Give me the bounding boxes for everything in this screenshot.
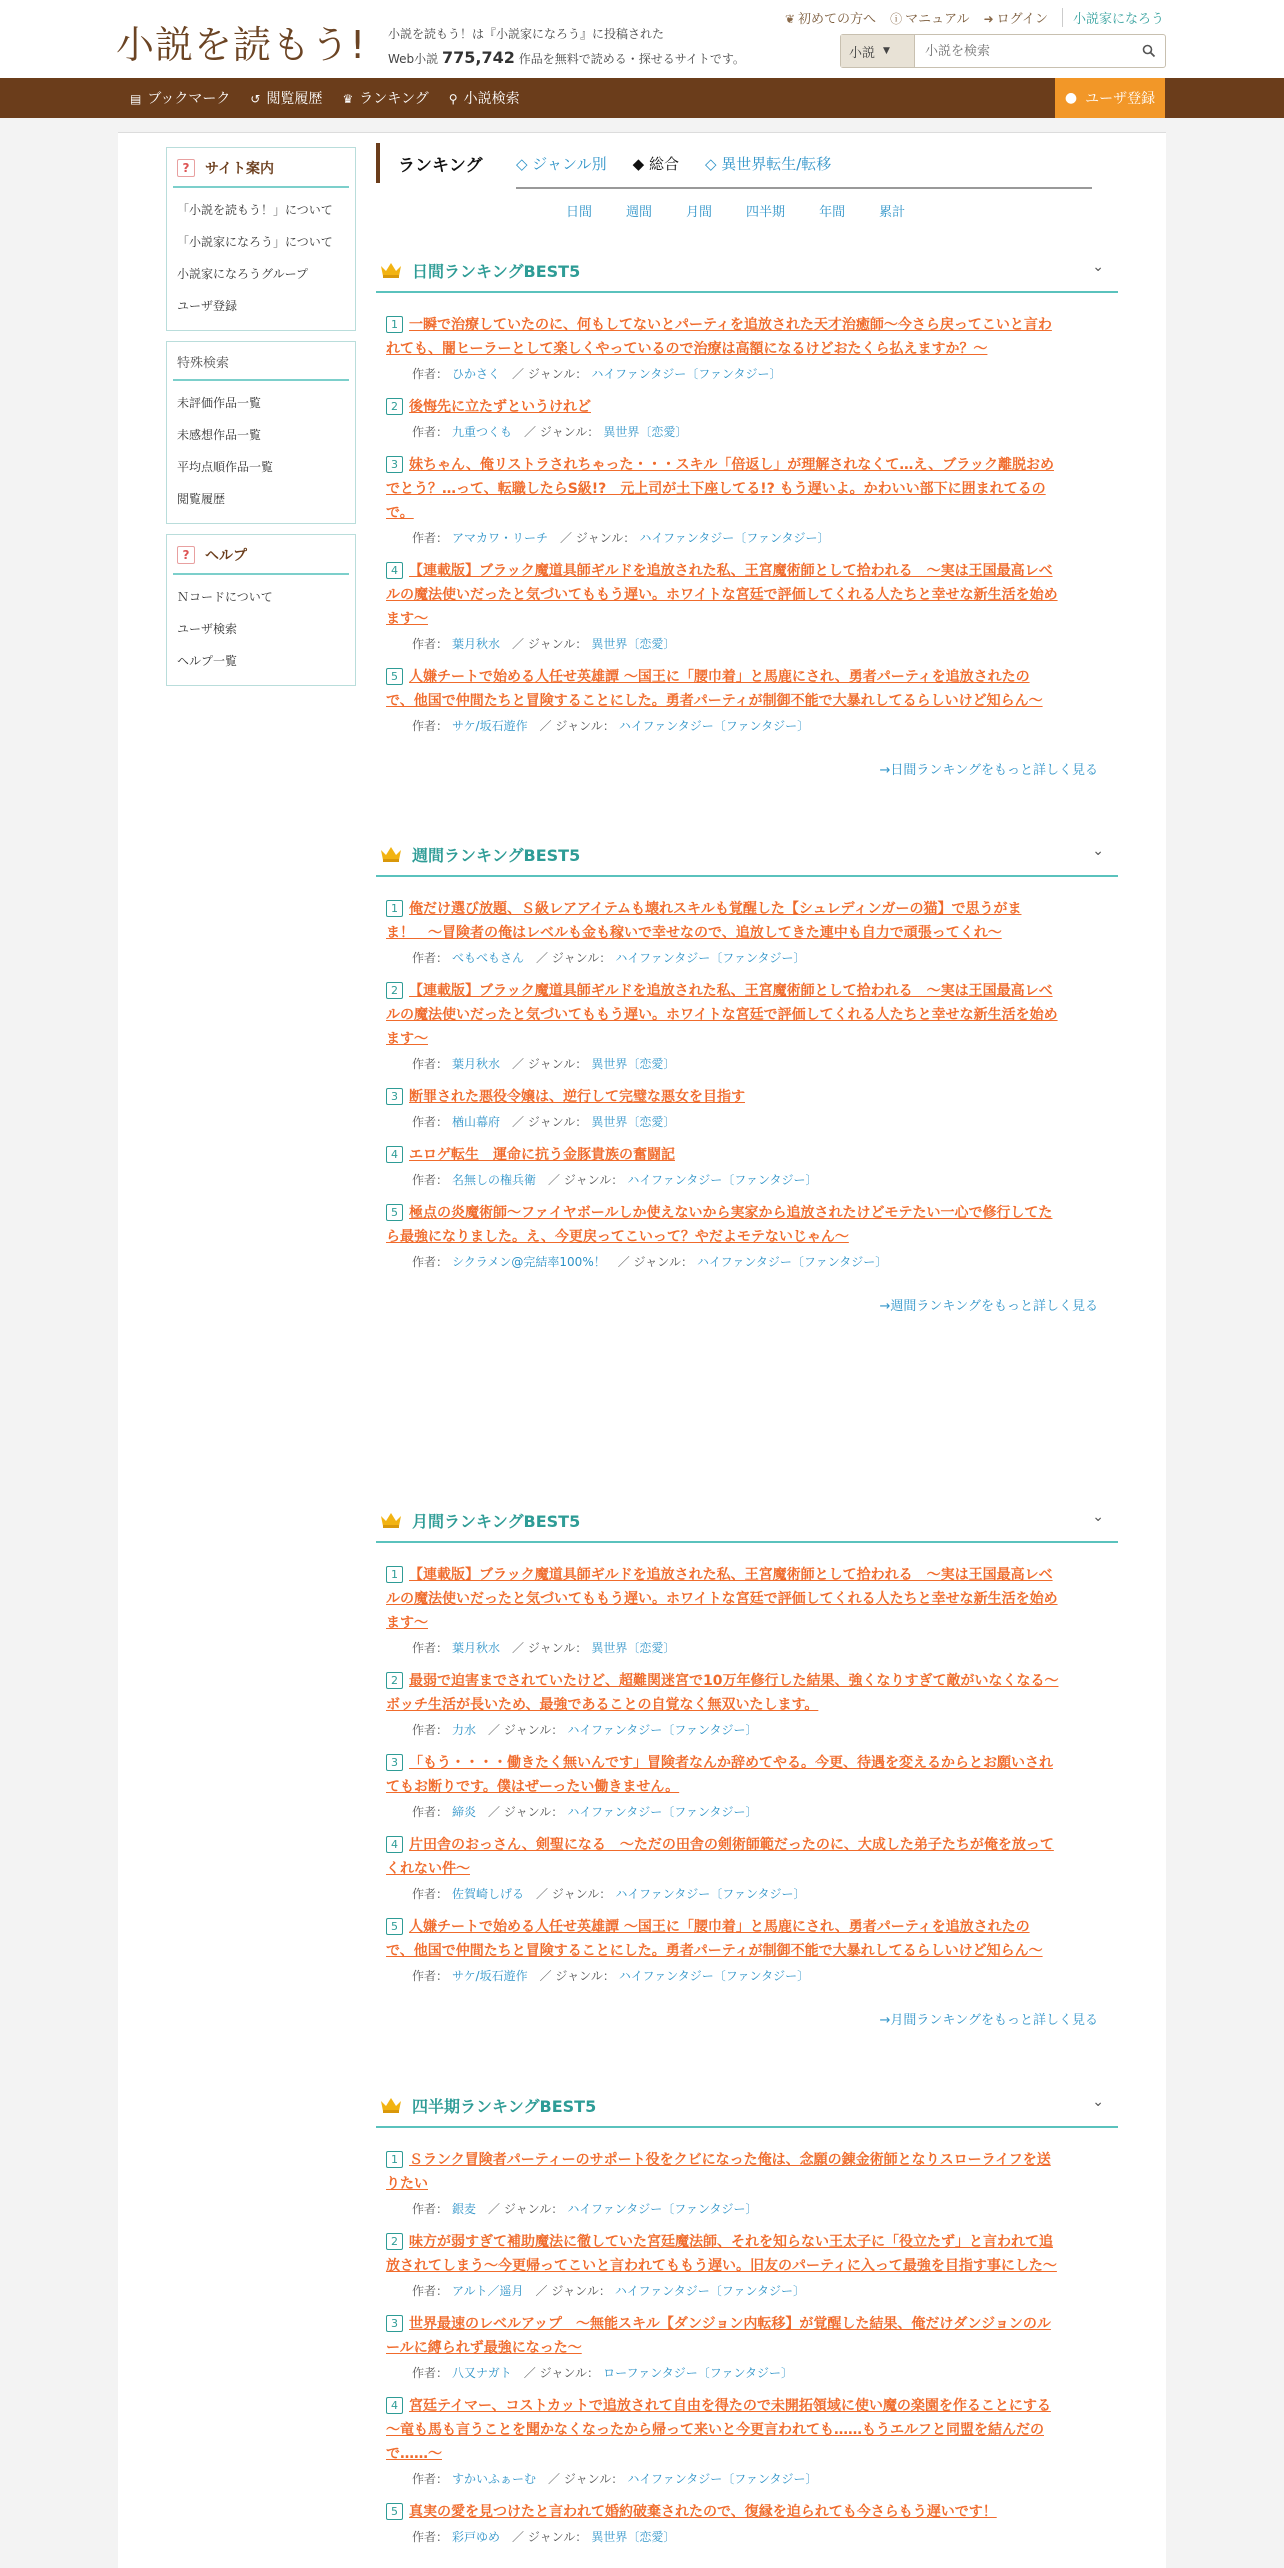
tab-isekai[interactable]: ◇ 異世界転生/転移: [704, 154, 832, 173]
search-icon: [1142, 44, 1156, 58]
author-link[interactable]: 締炎: [452, 1805, 477, 1819]
title-line: ボッチ生活が長いため、最強であることの自覚なく無双いたします。: [386, 1697, 819, 1713]
genre-link[interactable]: ハイファンタジー〔ファンタジー〕: [639, 531, 830, 545]
period-monthly[interactable]: 月間: [686, 205, 713, 220]
page-content: [118, 133, 1166, 2568]
novel-title-link[interactable]: [386, 1563, 1108, 1635]
sidebar-help: [166, 534, 356, 686]
novel-title-link[interactable]: [386, 1669, 1108, 1717]
ranking-entry: [386, 1833, 1108, 1905]
author-link[interactable]: 九重つくも: [452, 425, 513, 439]
crown-icon: [380, 1512, 402, 1528]
sidebar: [166, 147, 356, 696]
crown-icon: ♛: [342, 92, 354, 106]
tab-genre[interactable]: ◇ ジャンル別: [516, 154, 607, 173]
ranking-entry: [386, 897, 1108, 969]
search-icon: ⚲: [448, 92, 458, 106]
period-quarterly[interactable]: 四半期: [746, 205, 786, 220]
tab-overall[interactable]: ◆ 総合: [632, 154, 679, 173]
sidebar-heading: ? ヘルプ: [173, 541, 349, 575]
site-logo[interactable]: 小説を読もう!: [116, 23, 367, 67]
title-line: 2 後悔先に立たずというけれど: [386, 395, 1108, 419]
ranking-entry: [386, 2312, 1108, 2384]
author-link[interactable]: シクラメン@完結率100%！: [452, 1255, 606, 1269]
genre-link[interactable]: ハイファンタジー〔ファンタジー〕: [697, 1255, 888, 1269]
author-link[interactable]: アルト／遥月: [452, 2284, 524, 2298]
author-link[interactable]: サケ/坂石遊作: [452, 1969, 528, 1983]
ranking-entries: [376, 1543, 1118, 1987]
genre-link[interactable]: ハイファンタジー〔ファンタジー〕: [627, 1173, 818, 1187]
novel-meta: 作者： 葉月秋水 ／ ジャンル： 異世界〔恋愛〕: [412, 1057, 676, 1071]
title-line: 2 最弱で迫害までされていたけど、超難関迷宮で10万年修行した結果、強くなりすぎて敵がいなくなる～: [386, 1669, 1108, 1693]
genre-link[interactable]: ハイファンタジー〔ファンタジー〕: [591, 367, 782, 381]
period-links: [376, 201, 1118, 221]
novel-title-link[interactable]: [386, 665, 1108, 713]
question-icon: ?: [177, 159, 195, 177]
section-header[interactable]: [376, 249, 1118, 293]
novel-title-link[interactable]: [386, 897, 1108, 945]
novel-meta: 作者： ひかさく ／ ジャンル： ハイファンタジー〔ファンタジー〕: [412, 367, 782, 381]
novel-meta: 作者： アルト／遥月 ／ ジャンル： ハイファンタジー〔ファンタジー〕: [412, 2284, 806, 2298]
rank-badge: 2: [386, 982, 403, 999]
sidebar-item-unrated[interactable]: 未評価作品一覧: [177, 396, 262, 410]
period-weekly[interactable]: 週間: [626, 205, 653, 220]
novel-title-link[interactable]: [386, 1201, 1108, 1249]
ranking-entry: [386, 1085, 1108, 1133]
ranking-entry: [386, 1563, 1108, 1659]
novel-count: 775,742: [442, 48, 515, 67]
title-line: 5 人嫌チートで始める人任せ英雄譚 ～国王に「腰巾着」と馬鹿にされ、勇者パーティを追放されたの: [386, 665, 1108, 689]
title-line: で。: [386, 505, 414, 521]
ranking-entry: [386, 1669, 1108, 1741]
title-line: 4 宮廷テイマー、コストカットで追放されて自由を得たので未開拓領域に使い魔の楽園を作ることにする: [386, 2394, 1108, 2418]
rank-badge: 3: [386, 1754, 403, 1771]
title-line: ます～: [386, 611, 428, 627]
novel-meta: 作者： 力水 ／ ジャンル： ハイファンタジー〔ファンタジー〕: [412, 1723, 758, 1737]
title-line: 2 【連載版】ブラック魔道具師ギルドを追放された私、王宮魔術師として拾われる ～実は王国最高レベ: [386, 979, 1108, 1003]
novel-title-link[interactable]: [386, 559, 1108, 631]
chevron-down-icon[interactable]: ⌄: [1092, 2094, 1104, 2110]
rank-badge: 1: [386, 316, 403, 333]
tabs-underline: [516, 187, 1092, 189]
ranking-entry: [386, 2394, 1108, 2490]
novel-meta: 作者： サケ/坂石遊作 ／ ジャンル： ハイファンタジー〔ファンタジー〕: [412, 719, 810, 733]
genre-link[interactable]: ハイファンタジー〔ファンタジー〕: [567, 1723, 758, 1737]
genre-link[interactable]: ハイファンタジー〔ファンタジー〕: [618, 719, 810, 733]
bookmark-icon: ❦: [784, 12, 796, 26]
title-line: 3 妹ちゃん、俺リストラされちゃった・・・スキル「倍返し」が理解されなくて…え、ブラック離脱おめ: [386, 453, 1108, 477]
login-icon: ➜: [983, 12, 994, 26]
novel-meta: 作者： 彩戸ゆめ ／ ジャンル： 異世界〔恋愛〕: [412, 2530, 676, 2544]
title-line: 1 Ｓランク冒険者パーティーのサポート役をクビになった俺は、念願の錬金術師となりスローライフを送: [386, 2148, 1108, 2172]
section-header[interactable]: [376, 1499, 1118, 1543]
title-line: 3 世界最速のレベルアップ ～無能スキル【ダンジョン内転移】が覚醒した結果、俺だけダンジョンのル: [386, 2312, 1108, 2336]
title-line: 3 断罪された悪役令嬢は、逆行して完璧な悪女を目指す: [386, 1085, 1108, 1109]
genre-link[interactable]: ハイファンタジー〔ファンタジー〕: [567, 1805, 758, 1819]
crown-icon: [380, 2097, 402, 2113]
rank-badge: 2: [386, 1672, 403, 1689]
sidebar-item-history[interactable]: 閲覧履歴: [177, 492, 226, 506]
novel-title-link[interactable]: [386, 979, 1108, 1051]
title-line: 3 「もう・・・・働きたく無いんです」冒険者なんか辞めてやる。今更、待遇を変えるからとお願いされ: [386, 1751, 1108, 1775]
rank-badge: 5: [386, 668, 403, 685]
novel-meta: 作者： 九重つくも ／ ジャンル： 異世界〔恋愛〕: [412, 425, 688, 439]
title-line: ら最強になりました。え、今更戻ってこいって？やだよモテないじゃん〜: [386, 1229, 849, 1245]
ranking-entry: [386, 2500, 1108, 2548]
rank-badge: 4: [386, 1836, 403, 1853]
section-header[interactable]: [376, 833, 1118, 877]
novel-meta: 作者： 名無しの権兵衛 ／ ジャンル： ハイファンタジー〔ファンタジー〕: [412, 1173, 818, 1187]
sidebar-item-ncode[interactable]: Ｎコードについて: [177, 590, 273, 604]
novel-title-link[interactable]: [386, 1915, 1108, 1963]
novel-meta: 作者： 葉月秋水 ／ ジャンル： 異世界〔恋愛〕: [412, 1641, 676, 1655]
sidebar-item-user-search[interactable]: ユーザ検索: [177, 622, 238, 636]
ranking-entry: [386, 1201, 1108, 1273]
rank-badge: 3: [386, 1088, 403, 1105]
rank-badge: 1: [386, 2151, 403, 2168]
top-links: [785, 8, 1164, 27]
sidebar-item-help-list[interactable]: ヘルプ一覧: [177, 654, 238, 668]
main-nav: [0, 78, 1284, 118]
novel-meta: 作者： 締炎 ／ ジャンル： ハイファンタジー〔ファンタジー〕: [412, 1805, 758, 1819]
tagline-line2: Web小説 775,742 作品を無料で読める・探せるサイトです。: [388, 48, 745, 67]
section-header[interactable]: [376, 2084, 1118, 2128]
genre-link[interactable]: ハイファンタジー〔ファンタジー〕: [618, 1969, 810, 1983]
genre-link[interactable]: ハイファンタジー〔ファンタジー〕: [614, 2284, 806, 2298]
ranking-main: [376, 143, 1118, 2544]
section-title: 週間ランキングBEST5: [412, 845, 581, 865]
sidebar-item-no-review[interactable]: 未感想作品一覧: [177, 428, 262, 442]
ranking-entry: [386, 665, 1108, 737]
ranking-entry: [386, 1751, 1108, 1823]
genre-link[interactable]: ハイファンタジー〔ファンタジー〕: [615, 951, 806, 965]
rank-badge: 1: [386, 1566, 403, 1583]
title-line: で、他国で仲間たちと冒険することにした。勇者パーティが制御不能で大暴れしてるらしいけど知らん～: [386, 1943, 1043, 1959]
sidebar-special-search: [166, 341, 356, 524]
title-line: 放されてしまう～今更帰ってこいと言われてももう遅い。旧友のパーティに入って最強を目指す事にした～: [386, 2258, 1057, 2274]
title-line: 4 片田舎のおっさん、剣聖になる ～ただの田舎の剣術師範だったのに、大成した弟子たちが俺を放って: [386, 1833, 1108, 1857]
search-form: [840, 34, 1166, 68]
title-line: ールに縛られず最強になった～: [386, 2340, 582, 2356]
novel-meta: 作者： サケ/坂石遊作 ／ ジャンル： ハイファンタジー〔ファンタジー〕: [412, 1969, 810, 1983]
novel-meta: 作者： すかいふぁーむ ／ ジャンル： ハイファンタジー〔ファンタジー〕: [412, 2472, 818, 2486]
genre-link[interactable]: 異世界〔恋愛〕: [591, 1115, 676, 1129]
title-line: で、他国で仲間たちと冒険することにした。勇者パーティが制御不能で大暴れしてるらしいけど知らん～: [386, 693, 1043, 709]
ranking-entry: [386, 2230, 1108, 2302]
question-icon: ?: [177, 546, 195, 564]
rank-badge: 1: [386, 900, 403, 917]
genre-link[interactable]: 異世界〔恋愛〕: [591, 1057, 676, 1071]
author-link[interactable]: サケ/坂石遊作: [452, 719, 528, 733]
ranking-entry: [386, 395, 1108, 443]
ranking-entries: [376, 293, 1118, 737]
author-link[interactable]: ひかさく: [452, 367, 501, 381]
more-link[interactable]: →日間ランキングをもっと詳しく見る: [879, 763, 1098, 778]
search-button[interactable]: [1133, 35, 1165, 67]
ranking-section-quarterly: [376, 2084, 1118, 2548]
genre-link[interactable]: ハイファンタジー〔ファンタジー〕: [567, 2202, 758, 2216]
title-line: 4 エロゲ転生 運命に抗う金豚貴族の奮闘記: [386, 1143, 1108, 1167]
novel-title-link[interactable]: [386, 2148, 1108, 2196]
author-link[interactable]: 力水: [452, 1723, 477, 1737]
caret-down-icon: ▼: [883, 46, 890, 56]
genre-link[interactable]: 異世界〔恋愛〕: [591, 1641, 676, 1655]
novel-meta: 作者： アマカワ・リーチ ／ ジャンル： ハイファンタジー〔ファンタジー〕: [412, 531, 830, 545]
user-icon: ●: [1064, 90, 1078, 106]
period-total[interactable]: 累計: [879, 205, 906, 220]
genre-link[interactable]: 異世界〔恋愛〕: [603, 425, 688, 439]
more-link[interactable]: →月間ランキングをもっと詳しく見る: [879, 2013, 1098, 2028]
ranking-entry: [386, 313, 1108, 385]
genre-link[interactable]: 異世界〔恋愛〕: [591, 637, 676, 651]
title-line: ルの魔法使いだったと気づいてももう遅い。ホワイトな宮廷で評価してくれる人たちと幸せな新生活を始め: [386, 1591, 1058, 1607]
ranking-entries: [376, 2128, 1118, 2548]
title-line: 1 一瞬で治療していたのに、何もしてないとパーティを追放された天才治癒師～今さら戻ってこいと言わ: [386, 313, 1108, 337]
sidebar-item-register[interactable]: ユーザ登録: [177, 299, 238, 313]
chevron-down-icon[interactable]: ⌄: [1092, 1509, 1104, 1525]
ranking-entry: [386, 979, 1108, 1075]
more-link[interactable]: →週間ランキングをもっと詳しく見る: [879, 1299, 1098, 1314]
ranking-section-daily: [376, 249, 1118, 778]
genre-link[interactable]: 異世界〔恋愛〕: [591, 2530, 676, 2544]
novel-title-link[interactable]: [386, 453, 1108, 525]
title-line: くれない件～: [386, 1861, 470, 1877]
ranking-tabs: [516, 143, 831, 183]
rank-badge: 5: [386, 1918, 403, 1935]
rank-badge: 4: [386, 1146, 403, 1163]
author-link[interactable]: 葉月秋水: [452, 1057, 501, 1071]
sidebar-site-guide: [166, 147, 356, 331]
section-title: 月間ランキングBEST5: [412, 1511, 581, 1531]
author-link[interactable]: 銀麦: [452, 2202, 477, 2216]
rank-badge: 4: [386, 2397, 403, 2414]
genre-link[interactable]: ハイファンタジー〔ファンタジー〕: [615, 1887, 806, 1901]
title-line: 1 【連載版】ブラック魔道具師ギルドを追放された私、王宮魔術師として拾われる ～実は王国最高レベ: [386, 1563, 1108, 1587]
novel-title-link[interactable]: [386, 313, 1108, 361]
nav-bookmark[interactable]: ▤ ブックマーク: [130, 91, 231, 107]
novel-title-link[interactable]: [386, 1833, 1108, 1881]
crown-icon: [380, 262, 402, 278]
rank-badge: 5: [386, 2503, 403, 2520]
novel-meta: 作者： 楢山幕府 ／ ジャンル： 異世界〔恋愛〕: [412, 1115, 676, 1129]
author-link[interactable]: すかいふぁーむ: [452, 2472, 537, 2486]
sidebar-heading: 特殊検索: [173, 348, 349, 381]
section-title: 四半期ランキングBEST5: [412, 2096, 597, 2116]
title-line: 2 味方が弱すぎて補助魔法に徹していた宮廷魔法師、それを知らない王太子に「役立たず」と言われて追: [386, 2230, 1108, 2254]
novel-title-link[interactable]: [386, 2312, 1108, 2360]
author-link[interactable]: 名無しの権兵衛: [452, 1173, 537, 1187]
crown-icon: [380, 846, 402, 862]
site-tagline: [388, 22, 745, 71]
ranking-entry: [386, 1143, 1108, 1191]
rank-badge: 3: [386, 2315, 403, 2332]
title-line: でとう？…って、転職したらS級!? 元上司が土下座してる!? もう遅いよ。かわいい部下に囲まれてるの: [386, 481, 1046, 497]
rank-badge: 4: [386, 562, 403, 579]
ranking-header: [376, 143, 1118, 189]
novel-meta: 作者： 銀麦 ／ ジャンル： ハイファンタジー〔ファンタジー〕: [412, 2202, 758, 2216]
page-title: ランキング: [376, 143, 483, 183]
novel-meta: 作者： 八又ナガト ／ ジャンル： ローファンタジー〔ファンタジー〕: [412, 2366, 794, 2380]
author-link[interactable]: 楢山幕府: [452, 1115, 501, 1129]
ranking-entries: [376, 877, 1118, 1273]
search-type-select[interactable]: 小説 ▼: [841, 35, 915, 67]
nav-ranking[interactable]: ♛ ランキング: [342, 91, 429, 107]
author-link[interactable]: べもべもさん: [452, 951, 525, 965]
ranking-entry: [386, 1915, 1108, 1987]
link-login[interactable]: ➜ ログイン: [983, 12, 1048, 27]
ranking-entry: [386, 2148, 1108, 2220]
title-line: 5 真実の愛を見つけたと言われて婚約破棄されたので、復縁を迫られても今さらもう遅いです！: [386, 2500, 1108, 2524]
title-line: ます～: [386, 1615, 428, 1631]
link-first-time[interactable]: ❦ 初めての方へ: [784, 12, 877, 27]
history-icon: ↺: [250, 92, 261, 106]
tagline-line1: 小説を読もう！は『小説家になろう』に投稿された: [388, 27, 665, 41]
period-daily[interactable]: 日間: [566, 205, 593, 220]
sidebar-item-about-yomou[interactable]: 「小説を読もう！」について: [177, 203, 333, 217]
title-line: りたい: [386, 2176, 428, 2192]
novel-meta: 作者： べもべもさん ／ ジャンル： ハイファンタジー〔ファンタジー〕: [412, 951, 806, 965]
novel-meta: 作者： シクラメン@完結率100%！ ／ ジャンル： ハイファンタジー〔ファンタジー〕: [412, 1255, 888, 1269]
nav-register-button[interactable]: ● ユーザ登録: [1055, 78, 1165, 118]
ranking-section-monthly: [376, 1499, 1118, 2028]
site-header: [0, 0, 1284, 78]
link-manual[interactable]: ⓘ マニュアル: [890, 12, 970, 27]
bars-icon: ▤: [130, 92, 142, 106]
title-line: てもお断りです。僕はぜーったい働きません。: [386, 1779, 680, 1795]
rank-badge: 5: [386, 1204, 403, 1221]
novel-title-link[interactable]: [386, 1751, 1108, 1799]
group-site-logo[interactable]: 小説家になろう: [1062, 8, 1164, 27]
novel-title-link[interactable]: [386, 2500, 1108, 2524]
ranking-entry: [386, 453, 1108, 549]
genre-link[interactable]: ローファンタジー〔ファンタジー〕: [603, 2366, 794, 2380]
title-line: 5 人嫌チートで始める人任せ英雄譚 ～国王に「腰巾着」と馬鹿にされ、勇者パーティを追放されたの: [386, 1915, 1108, 1939]
section-title: 日間ランキングBEST5: [412, 261, 581, 281]
title-line: ～竜も馬も言うことを聞かなくなったから帰って来いと今更言われても……もうエルフと同盟を結んだの: [386, 2422, 1044, 2438]
period-yearly[interactable]: 年間: [819, 205, 846, 220]
novel-title-link[interactable]: [386, 2394, 1108, 2466]
rank-badge: 2: [386, 2233, 403, 2250]
title-line: 1 俺だけ選び放題、Ｓ級レアアイテムも壊れスキルも覚醒した【シュレディンガーの猫】で思うがま: [386, 897, 1108, 921]
novel-meta: 作者： 葉月秋水 ／ ジャンル： 異世界〔恋愛〕: [412, 637, 676, 651]
title-line: ま！ ～冒険者の俺はレベルも金も稼いで幸せなので、追放してきた連中も自力で頑張ってくれ～: [386, 925, 1002, 941]
chevron-down-icon[interactable]: ⌄: [1092, 259, 1104, 275]
title-line: 5 極点の炎魔術師〜ファイヤボールしか使えないから実家から追放されたけどモテたい一心で修行してた: [386, 1201, 1108, 1225]
title-line: で……～: [386, 2446, 442, 2462]
author-link[interactable]: 八又ナガト: [452, 2366, 512, 2380]
ranking-section-weekly: [376, 833, 1118, 1314]
title-line: 4 【連載版】ブラック魔道具師ギルドを追放された私、王宮魔術師として拾われる ～実は王国最高レベ: [386, 559, 1108, 583]
author-link[interactable]: 葉月秋水: [452, 637, 501, 651]
author-link[interactable]: 葉月秋水: [452, 1641, 501, 1655]
author-link[interactable]: アマカワ・リーチ: [452, 531, 549, 545]
search-input[interactable]: [915, 35, 1133, 67]
chevron-down-icon[interactable]: ⌄: [1092, 843, 1104, 859]
novel-title-link[interactable]: [386, 2230, 1108, 2278]
question-circle-icon: ⓘ: [890, 12, 903, 26]
sidebar-heading: ? サイト案内: [173, 154, 349, 188]
nav-history[interactable]: ↺ 閲覧履歴: [250, 91, 323, 107]
novel-title-link[interactable]: [386, 1143, 1108, 1167]
title-line: ます～: [386, 1031, 428, 1047]
novel-title-link[interactable]: [386, 1085, 1108, 1109]
sidebar-item-about-narou[interactable]: 「小説家になろう」について: [177, 235, 333, 249]
novel-title-link[interactable]: [386, 395, 1108, 419]
rank-badge: 3: [386, 456, 403, 473]
sidebar-item-average-score[interactable]: 平均点順作品一覧: [177, 460, 274, 474]
author-link[interactable]: 彩戸ゆめ: [452, 2530, 501, 2544]
title-line: ルの魔法使いだったと気づいてももう遅い。ホワイトな宮廷で評価してくれる人たちと幸せな新生活を始め: [386, 587, 1058, 603]
author-link[interactable]: 佐賀崎しげる: [452, 1887, 525, 1901]
nav-search[interactable]: ⚲ 小説検索: [448, 91, 520, 107]
title-line: れても、闇ヒーラーとして楽しくやっているので治療は高額になるけどおたくら払えますか？～: [386, 341, 988, 357]
title-line: ルの魔法使いだったと気づいてももう遅い。ホワイトな宮廷で評価してくれる人たちと幸せな新生活を始め: [386, 1007, 1058, 1023]
ranking-entry: [386, 559, 1108, 655]
novel-meta: 作者： 佐賀崎しげる ／ ジャンル： ハイファンタジー〔ファンタジー〕: [412, 1887, 806, 1901]
sidebar-item-narou-group[interactable]: 小説家になろうグループ: [177, 267, 309, 281]
rank-badge: 2: [386, 398, 403, 415]
genre-link[interactable]: ハイファンタジー〔ファンタジー〕: [627, 2472, 818, 2486]
